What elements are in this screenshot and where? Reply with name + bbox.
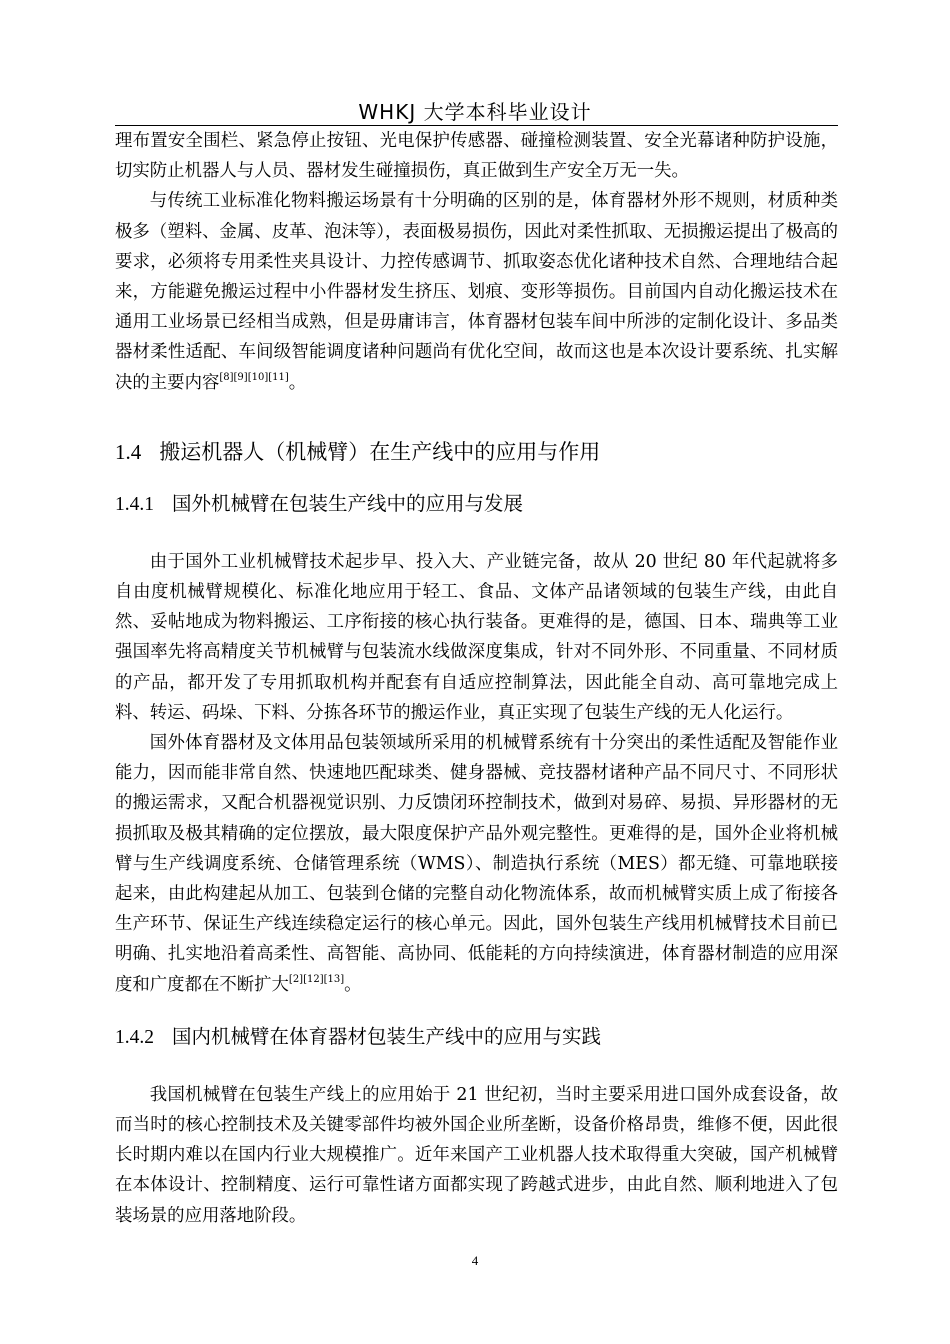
paragraph-text: 与传统工业标准化物料搬运场景有十分明确的区别的是，体育器材外形不规则，材质种类极多（塑料、金属、皮革、泡沫等），表面极易损伤，因此对柔性抓取、无损搬运提出了极高的要求，必须将专用柔性夹具设计、力控传感调节、抓取姿态优化诸种技术自然、合理地结合起来，方能避免搬运过程中小件器材发生挤压、划痕、变形等损伤。目前国内自动化搬运技术在通用工业场景已经相当成熟，但是毋庸讳言，体育器材包装车间中所涉的定制化设计、多品类器材柔性适配、车间级智能调度诸种问题尚有优化空间，故而这也是本次设计要系统、扎实解决的主要内容: [115, 191, 838, 393]
paragraph-text: 由于国外工业机械臂技术起步早、投入大、产业链完备，故从 20 世纪 80 年代起就将多自由度机械臂规模化、标准化地应用于轻工、食品、文体产品诸领域的包装生产线，由此自然、妥帖地成为物料搬运、工序衔接的核心执行装备。更难得的是，德国、日本、瑞典等工业强国率先将高精度关节机械臂与包装流水线做深度集成，针对不同外形、不同重量、不同材质的产品，都开发了专用抓取机构并配套有自适应控制算法，因此能全自动、高可靠地完成上料、转运、码垛、下料、分拣各环节的搬运作业，真正实现了包装生产线的无人化运行。: [115, 551, 838, 723]
section-title: 国内机械臂在体育器材包装生产线中的应用与实践: [172, 1024, 602, 1048]
paragraph: [115, 547, 838, 728]
paragraph: [115, 728, 838, 1000]
paragraph-end: 。: [288, 372, 307, 393]
section-title: 国外机械臂在包装生产线中的应用与发展: [172, 491, 524, 515]
citation: [8][9][10][11]: [219, 371, 289, 383]
page-number: 4: [471, 1253, 479, 1268]
section-number: 1.4.1: [115, 493, 154, 515]
paragraph-text: 国外体育器材及文体用品包装领域所采用的机械臂系统有十分突出的柔性适配及智能作业能力，因而能非常自然、快速地匹配球类、健身器械、竞技器材诸种产品不同尺寸、不同形状的搬运需求，又配合机器视觉识别、力反馈闭环控制技术，做到对易碎、易损、异形器材的无损抓取及极其精确的定位摆放，最大限度保护产品外观完整性。更难得的是，国外企业将机械臂与生产线调度系统、仓储管理系统（WMS）、制造执行系统（MES）都无缝、可靠地联接起来，由此构建起从加工、包装到仓储的完整自动化物流体系，故而机械臂实质上成了衔接各生产环节、保证生产线连续稳定运行的核心单元。因此，国外包装生产线用机械臂技术目前已明确、扎实地沿着高柔性、高智能、高协同、低能耗的方向持续演进，体育器材制造的应用深度和广度都在不断扩大: [115, 733, 838, 995]
paragraph: [115, 186, 838, 397]
paragraph-end: 。: [344, 974, 362, 995]
section-heading-1-4-2: [115, 1022, 838, 1053]
paragraph-text: 理布置安全围栏、紧急停止按钮、光电保护传感器、碰撞检测装置、安全光幕诸种防护设施，切实防止机器人与人员、器材发生碰撞损伤，真正做到生产安全万无一失。: [115, 131, 838, 182]
section-heading-1-4: [115, 437, 838, 467]
page-body: [115, 126, 838, 1231]
paragraph-continued: [115, 126, 838, 186]
paragraph-text: 我国机械臂在包装生产线上的应用始于 21 世纪初，当时主要采用进口国外成套设备，故而当时的核心控制技术及关键零部件均被外国企业所垄断，设备价格昂贵，维修不便，因此很长时期内难以在国内行业大规模推广。近年来国产工业机器人技术取得重大突破，国产机械臂在本体设计、控制精度、运行可靠性诸方面都实现了跨越式进步，由此自然、顺利地进入了包装场景的应用落地阶段。: [115, 1084, 838, 1226]
section-title: 搬运机器人（机械臂）在生产线中的应用与作用: [159, 439, 601, 464]
section-number: 1.4.2: [115, 1026, 154, 1048]
paragraph: [115, 1080, 838, 1231]
section-heading-1-4-1: [115, 489, 838, 520]
citation: [2][12][13]: [288, 973, 345, 985]
page-header: WHKJ 大学本科毕业设计: [358, 100, 592, 124]
section-number: 1.4: [115, 439, 142, 464]
